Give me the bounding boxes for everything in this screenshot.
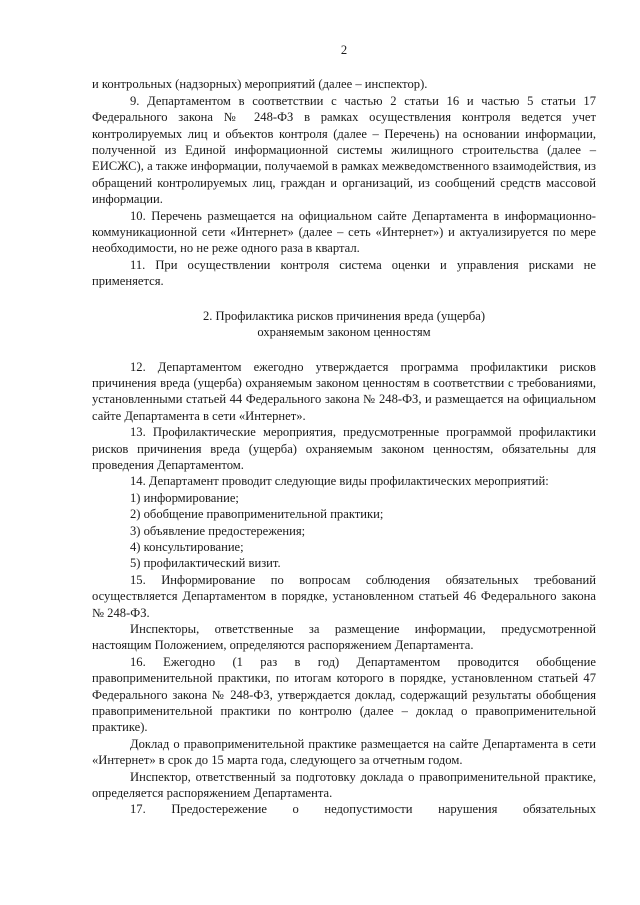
section-heading-line-1: 2. Профилактика рисков причинения вреда (ущерба) <box>202 308 486 323</box>
list-item: 1) информирование; <box>130 490 239 505</box>
paragraph-9: 9. Департаментом в соответствии с частью 2 статьи 16 и частью 5 статьи 17 Федерального закона № 248-ФЗ в рамках осуществления контроля ведется учет контролируемых лиц и объектов контроля (далее – Перечень) на основании информации, полученной из Единой информационной системы жилищного строительства (далее – ЕИСЖС), а также информации, получаемой в рамках межведомственного взаимодействия, из обращений контролируемых лиц, граждан и организаций, из сообщений средств массовой информации. <box>92 93 596 207</box>
document-page <box>92 42 596 818</box>
list-item: 4) консультирование; <box>130 539 244 554</box>
paragraph-15: 15. Информирование по вопросам соблюдения обязательных требований осуществляется Департаментом в порядке, установленном статьей 46 Федерального закона № 248-ФЗ. <box>92 572 596 620</box>
section-heading-line-2: охраняемым законом ценностям <box>257 325 431 340</box>
section-heading <box>92 308 596 341</box>
list-item: 3) объявление предостережения; <box>130 523 306 538</box>
paragraph-report: Доклад о правоприменительной практике размещается на сайте Департамента в сети «Интернет» в срок до 15 марта года, следующего за отчетным годом. <box>92 736 596 768</box>
page-number: 2 <box>340 43 348 57</box>
list-item: 2) обобщение правоприменительной практики; <box>130 507 384 522</box>
paragraph-12: 12. Департаментом ежегодно утверждается программа профилактики рисков причинения вреда (ущерба) охраняемым законом ценностям в соответствии с требованиями, установленными статьей 44 Федерального закона № 248-ФЗ, и размещается на официальном сайте Департамента в сети «Интернет». <box>92 359 596 423</box>
paragraph-17: 17. Предостережение о недопустимости нарушения обязательных <box>130 802 596 817</box>
paragraph-continuation: и контрольных (надзорных) мероприятий (далее – инспектор). <box>92 77 428 92</box>
paragraph-13: 13. Профилактические мероприятия, предусмотренные программой профилактики рисков причинения вреда (ущерба) охраняемым законом ценностям, обязательны для проведения Департаментом. <box>92 425 596 472</box>
paragraph-16: 16. Ежегодно (1 раз в год) Департаментом проводится обобщение правоприменительной практики, по итогам которого в порядке, установленном статьей 47 Федерального закона № 248-ФЗ, утверждается доклад, содержащий результаты обобщения правоприменительной практики по контролю (далее – доклад о правоприменительной практике). <box>92 654 596 735</box>
paragraph-inspector-report: Инспектор, ответственный за подготовку доклада о правоприменительной практике, определяется распоряжением Департамента. <box>92 769 596 801</box>
list-item: 5) профилактический визит. <box>130 556 281 571</box>
paragraph-14: 14. Департамент проводит следующие виды профилактических мероприятий: <box>130 474 549 489</box>
paragraph-10: 10. Перечень размещается на официальном сайте Департамента в информационно-коммуникационной сети «Интернет» (далее – сеть «Интернет») и актуализируется по мере необходимости, но не реже одного раза в квартал. <box>92 208 596 256</box>
paragraph-11: 11. При осуществлении контроля система оценки и управления рисками не применяется. <box>92 257 596 289</box>
paragraph-inspectors: Инспекторы, ответственные за размещение информации, предусмотренной настоящим Положением, определяются распоряжением Департамента. <box>92 622 596 653</box>
